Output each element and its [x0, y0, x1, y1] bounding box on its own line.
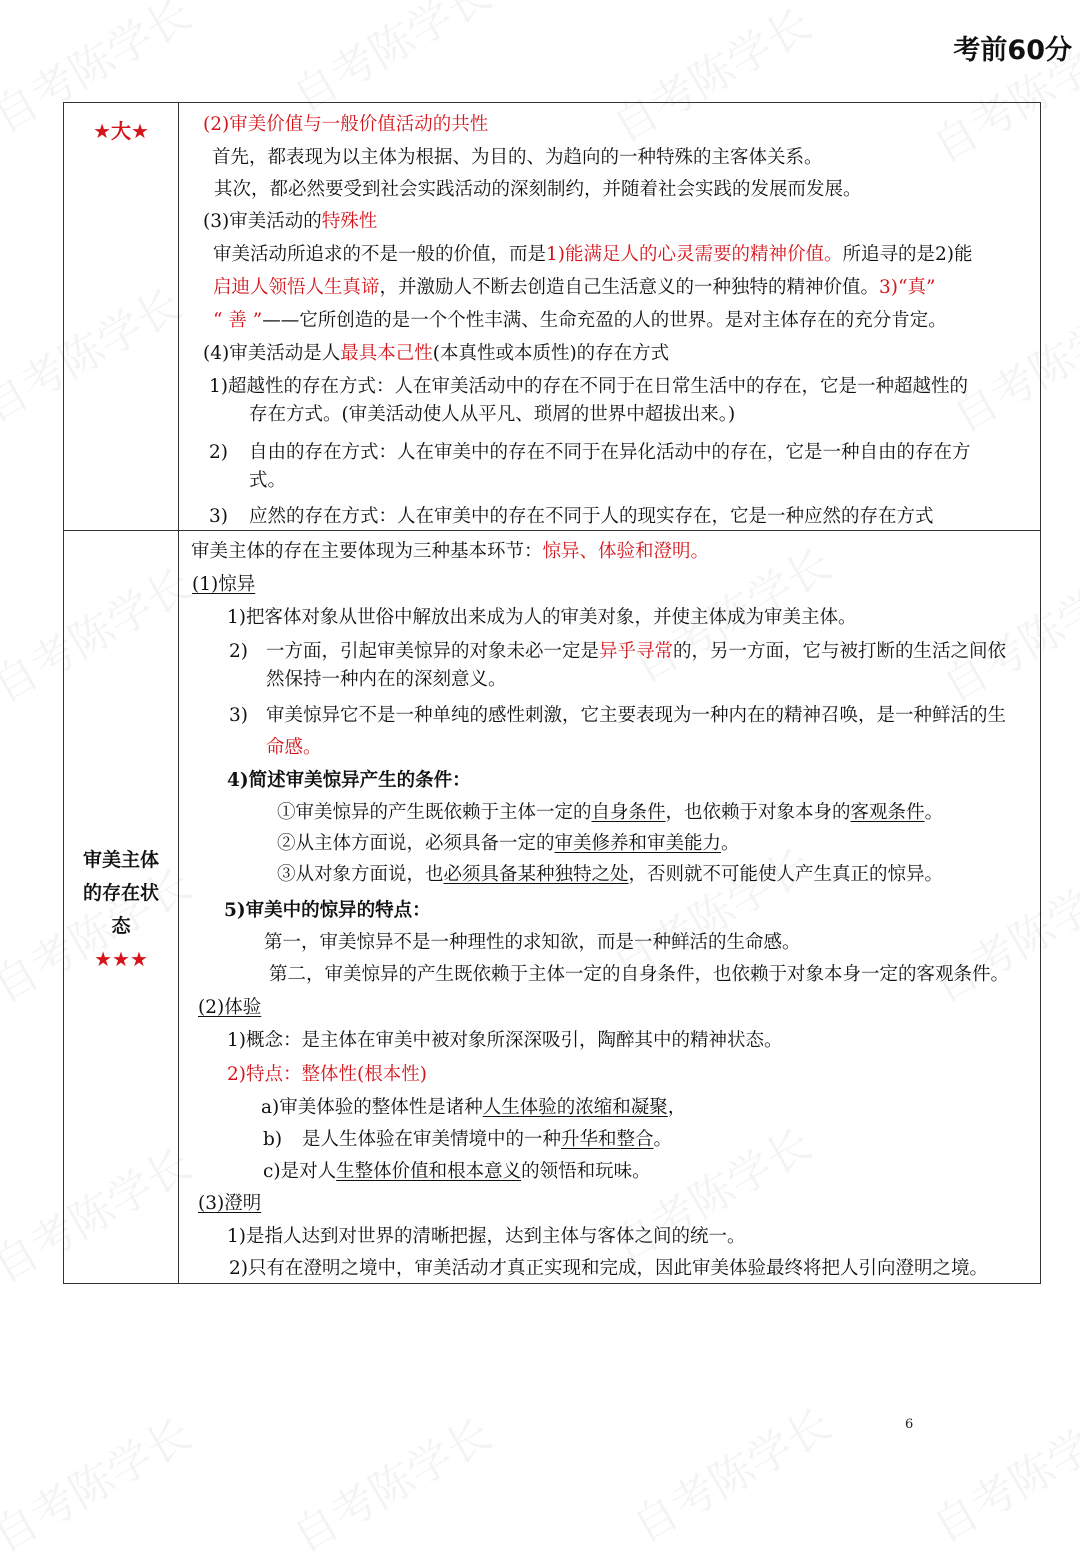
- list-item: 1)超越性的存在方式：人在审美活动中的存在不同于在日常生活中的存在，它是一种超越性的: [209, 376, 968, 397]
- content-table: [63, 102, 1041, 1284]
- content-cell: [179, 103, 1041, 531]
- heading: (4)审美活动是人最具本己性(本真性或本质性)的存在方式: [203, 343, 670, 364]
- list-item: 第一，审美惊异不是一种理性的求知欲，而是一种鲜活的生命感。: [264, 932, 801, 953]
- list-number: 2): [229, 641, 248, 662]
- list-number: 3): [209, 506, 228, 527]
- content-cell: [179, 531, 1041, 1284]
- topic-label: 审美主体 的存在状 态: [82, 848, 159, 937]
- paragraph: 其次，都必然要受到社会实践活动的深刻制约，并随着社会实践的发展而发展。: [214, 179, 862, 200]
- list-item: 命感。: [266, 737, 322, 758]
- list-number: 2): [209, 442, 228, 463]
- intro: 审美主体的存在主要体现为三种基本环节：惊异、体验和澄明。: [191, 541, 710, 562]
- importance-cell: [64, 103, 179, 531]
- importance-stars: ★大★: [93, 119, 149, 143]
- list-item: 存在方式。(审美活动使人从平凡、琐屑的世界中超拔出来。): [249, 404, 736, 425]
- subheading: 4)简述审美惊异产生的条件：: [227, 770, 471, 791]
- page-title: 考前60分: [953, 35, 1072, 66]
- list-item: 1)概念：是主体在审美中被对象所深深吸引，陶醉其中的精神状态。: [227, 1030, 783, 1051]
- heading: (3)澄明: [198, 1193, 262, 1214]
- list-item: c)是对人生整体价值和根本意义的领悟和玩味。: [263, 1161, 651, 1182]
- list-item: 是人生体验在审美情境中的一种升华和整合。: [302, 1129, 673, 1150]
- heading: (2)体验: [198, 997, 262, 1018]
- paragraph: 启迪人领悟人生真谛，并激励人不断去创造自己生活意义的一种独特的精神价值。3)“真”: [213, 277, 936, 298]
- list-item: 2)只有在澄明之境中，审美活动才真正实现和完成，因此审美体验最终将把人引向澄明之境。: [229, 1258, 988, 1279]
- list-item: 然保持一种内在的深刻意义。: [266, 669, 507, 690]
- paragraph: 首先，都表现为以主体为根据、为目的、为趋向的一种特殊的主客体关系。: [212, 147, 823, 168]
- heading: (1)惊异: [192, 574, 256, 595]
- list-item: 1)是指人达到对世界的清晰把握，达到主体与客体之间的统一。: [227, 1226, 746, 1247]
- table-row: [64, 103, 1041, 531]
- list-item: ③从对象方面说，也必须具备某种独特之处，否则就不可能使人产生真正的惊异。: [277, 864, 944, 885]
- table-row: [64, 531, 1041, 1284]
- list-item: 自由的存在方式：人在审美中的存在不同于在异化活动中的存在，它是一种自由的存在方: [249, 442, 971, 463]
- list-item: 应然的存在方式：人在审美中的存在不同于人的现实存在，它是一种应然的存在方式: [249, 506, 934, 527]
- heading: (3)审美活动的特殊性: [203, 211, 378, 232]
- importance-stars: ★★★: [94, 946, 148, 971]
- watermark: [619, 1389, 842, 1554]
- list-item: 式。: [249, 470, 287, 491]
- topic-cell: [64, 531, 179, 1284]
- list-item: 2)特点：整体性(根本性): [227, 1064, 427, 1085]
- list-number: b): [263, 1129, 283, 1150]
- page-number: 6: [905, 1417, 914, 1432]
- watermark: [0, 1399, 201, 1564]
- paragraph: 审美活动所追求的不是一般的价值，而是1)能满足人的心灵需要的精神价值。所追寻的是2)能: [213, 244, 973, 265]
- list-item: 审美惊异它不是一种单纯的感性刺激，它主要表现为一种内在的精神召唤，是一种鲜活的生: [266, 705, 1007, 726]
- list-item: 一方面，引起审美惊异的对象未必一定是异乎寻常的，另一方面，它与被打断的生活之间依: [266, 641, 1007, 662]
- list-item: a)审美体验的整体性是诸种人生体验的浓缩和凝聚，: [261, 1097, 687, 1118]
- heading: (2)审美价值与一般价值活动的共性: [203, 114, 489, 135]
- list-item: 1)把客体对象从世俗中解放出来成为人的审美对象，并使主体成为审美主体。: [227, 607, 857, 628]
- watermark: [919, 1389, 1080, 1554]
- list-number: 3): [229, 705, 248, 726]
- paragraph: “ 善 ”——它所创造的是一个个性丰满、生命充盈的人的世界。是对主体存在的充分肯定。: [213, 310, 947, 331]
- list-item: ①审美惊异的产生既依赖于主体一定的自身条件，也依赖于对象本身的客观条件。: [277, 802, 944, 823]
- list-item: 第二，审美惊异的产生既依赖于主体一定的自身条件，也依赖于对象本身一定的客观条件。: [269, 964, 1010, 985]
- subheading: 5)审美中的惊异的特点：: [224, 900, 431, 921]
- list-item: ②从主体方面说，必须具备一定的审美修养和审美能力。: [277, 833, 740, 854]
- watermark: [279, 1399, 502, 1564]
